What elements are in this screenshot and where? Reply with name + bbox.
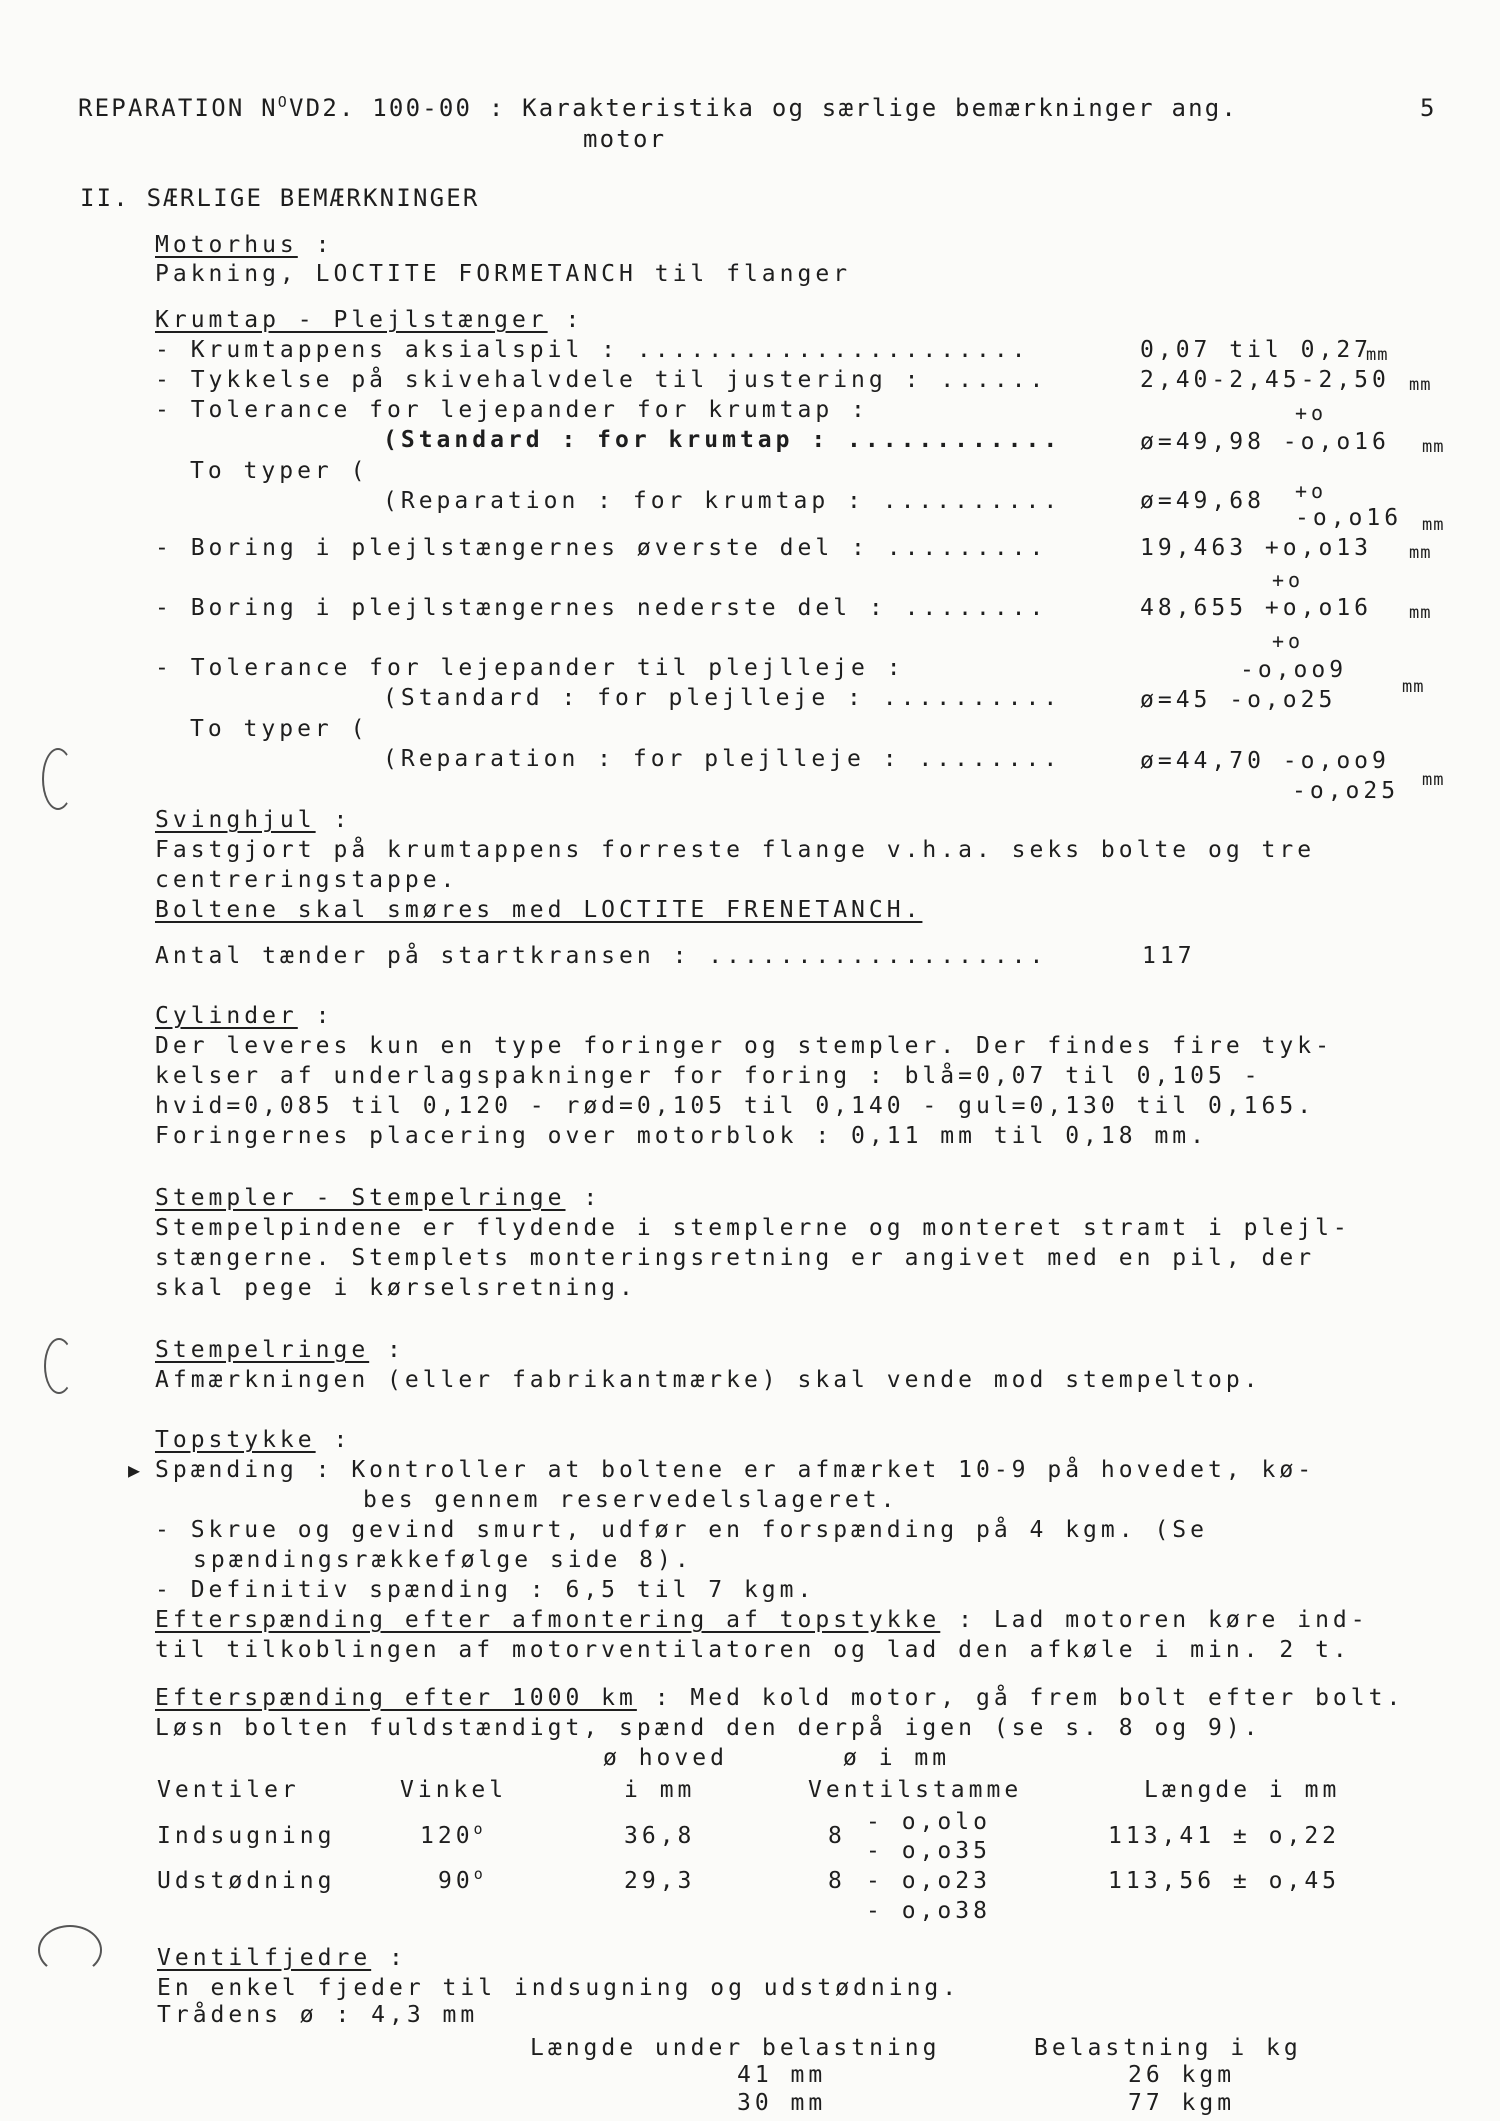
plej-std-value: ø=45 -o,o25 [1140,687,1337,713]
spring-row-load: 77 kgm [1128,2090,1236,2116]
valve-row-stem: 8 [828,1868,846,1894]
binder-mark [44,1338,74,1394]
page-number: 5 [1420,94,1437,122]
bore-lower-label: - Boring i plejlstængernes nederste del : ........ [155,595,1048,621]
topstykke-line: til tilkoblingen af motorventilatoren og lad den afkøle i min. 2 t. [155,1637,1351,1663]
krumtap-heading: Krumtap - Plejlstænger : [155,307,584,333]
cylinder-line: Der leveres kun en type foringer og stempler. Der findes fire tyk- [155,1033,1333,1059]
svinghjul-line: Fastgjort på krumtappens forreste flange v.h.a. seks bolte og tre [155,837,1316,863]
topstykke-line: Spænding : Kontroller at boltene er afmærket 10-9 på hovedet, kø- [155,1457,1316,1483]
motorhus-heading: Motorhus : [155,232,334,258]
ventilfjedre-line: En enkel fjeder til indsugning og udstødning. [157,1975,961,2001]
topstykke-title: Topstykke [155,1427,316,1453]
to-typer-label: To typer ( [190,458,369,484]
stempelringe-text: Afmærkningen (eller fabrikantmærke) skal vende mod stempeltop. [155,1367,1262,1393]
valve-header-ventiler: Ventiler [157,1777,300,1803]
motorhus-text: Pakning, LOCTITE FORMETANCH til flanger [155,261,852,287]
valve-header-diam: i mm [624,1777,696,1803]
valve-row-angle: 120$^o$ [420,1820,487,1849]
bore-lower-value: 48,655 +o,o16 [1140,595,1373,621]
valve-row-stem-tol: - o,olo [866,1809,991,1835]
valve-row-diam: 36,8 [624,1823,696,1849]
rep-krumtap-value: ø=49,68 [1140,488,1265,514]
valve-row-stem-tol: - o,o35 [866,1838,991,1864]
spring-col-length: Længde under belastning [530,2035,941,2061]
stempelringe-heading: Stempelringe : [155,1337,405,1363]
ventilfjedre-line: Trådens ø : 4,3 mm [157,2002,479,2028]
ventilfjedre-heading: Ventilfjedre : [157,1945,407,1971]
spring-col-load: Belastning i kg [1034,2035,1302,2061]
ventilfjedre-title: Ventilfjedre [157,1945,372,1971]
svinghjul-title: Svinghjul [155,807,316,833]
cylinder-line: kelser af underlagspakninger for foring : blå=0,07 til 0,105 - [155,1063,1262,1089]
valve-row-diam: 29,3 [624,1868,696,1894]
rep-krumtap-label: (Reparation : for krumtap : .......... [383,488,1062,514]
valve-row-stem-tol: - o,o23 [866,1868,991,1894]
plej-unit-a: mm [1402,677,1425,697]
teeth-value: 117 [1142,943,1196,969]
stempelringe-title: Stempelringe [155,1337,370,1363]
topstykke-retighten-2: Efterspænding efter 1000 km : Med kold motor, gå frem bolt efter bolt. [155,1685,1405,1711]
valve-row-length: 113,56 ± o,45 [1108,1868,1341,1894]
arrow-icon: ▶ [128,1458,145,1482]
valve-row-name: Udstødning [157,1868,336,1894]
tolerance-top: +o [1295,401,1328,425]
cylinder-title: Cylinder [155,1003,298,1029]
std-krumtap-unit: mm [1422,437,1445,457]
plej-unit-b: mm [1422,770,1445,790]
rep-krumtap-unit: mm [1422,515,1445,535]
section-title: II. SÆRLIGE BEMÆRKNINGER [80,184,480,212]
header-subject-cont: motor [583,125,667,153]
bore-upper-label: - Boring i plejlstængernes øverste del : ......... [155,535,1048,561]
krumtap-title: Krumtap - Plejlstænger [155,307,548,333]
topstykke-line: - Definitiv spænding : 6,5 til 7 kgm. [155,1577,816,1603]
spring-row-load: 26 kgm [1128,2062,1236,2088]
plej-tolerance-label: - Tolerance for lejepander til plejlleje : [155,655,905,681]
cylinder-line: hvid=0,085 til 0,120 - rød=0,105 til 0,140 - gul=0,130 til 0,165. [155,1093,1316,1119]
svinghjul-loctite-note: Boltene skal smøres med LOCTITE FRENETANCH. [155,897,923,923]
krumtap-row-label: - Krumtappens aksialspil : ...................... [155,337,1030,363]
cylinder-line: Foringernes placering over motorblok : 0,11 mm til 0,18 mm. [155,1123,1208,1149]
stempler-heading: Stempler - Stempelringe : [155,1185,602,1211]
plej-rep-value: ø=44,70 -o,oo9 [1140,748,1390,774]
topstykke-line: - Skrue og gevind smurt, udfør en forspænding på 4 kgm. (Se [155,1517,1208,1543]
valve-row-name: Indsugning [157,1823,336,1849]
svinghjul-heading: Svinghjul : [155,807,352,833]
krumtap-row-unit: mm [1366,345,1389,365]
stempler-line: Stempelpindene er flydende i stemplerne og monteret stramt i plejl- [155,1215,1351,1241]
krumtap-row-label: - Tolerance for lejepander for krumtap : [155,397,869,423]
topstykke-line: spændingsrækkefølge side 8). [193,1547,693,1573]
krumtap-row-label: - Tykkelse på skivehalvdele til justering : ...... [155,367,1048,393]
plej-std-label: (Standard : for plejlleje : .......... [383,685,1062,711]
spring-row-length: 30 mm [737,2090,827,2116]
krumtap-row-value: 2,40-2,45-2,50 [1140,367,1390,393]
tolerance-bottom: -o,o16 [1295,505,1403,531]
stempler-title: Stempler - Stempelringe [155,1185,566,1211]
valve-col-imm: ø i mm [843,1745,951,1771]
bore-lower-unit: mm [1409,603,1432,623]
krumtap-row-unit: mm [1409,375,1432,395]
krumtap-row-value: 0,07 til 0,27 [1140,337,1373,363]
topstykke-line: Løsn bolten fuldstændigt, spænd den derpå igen (se s. 8 og 9). [155,1715,1262,1741]
tolerance-top: +o [1272,629,1305,653]
bore-upper-unit: mm [1409,543,1432,563]
std-krumtap-label: (Standard : for krumtap : ............ [383,427,1062,453]
valve-header-vinkel: Vinkel [400,1777,508,1803]
binder-mark [38,1925,102,1975]
header-code: VD2. 100-00 : Karakteristika og særlige bemærkninger ang. [289,94,1239,122]
valve-row-angle: 90$^o$ [438,1865,487,1894]
valve-row-stem: 8 [828,1823,846,1849]
valve-header-stem: Ventilstamme [808,1777,1023,1803]
std-krumtap-value: ø=49,98 -o,o16 [1140,429,1390,455]
valve-header-length: Længde i mm [1144,1777,1341,1803]
bore-upper-value: 19,463 +o,o13 [1140,535,1373,561]
binder-mark [42,748,74,810]
valve-col-hoved: ø hoved [603,1745,728,1771]
topstykke-retighten-1: Efterspænding efter afmontering af topstykke : Lad motoren køre ind- [155,1607,1369,1633]
spring-row-length: 41 mm [737,2062,827,2088]
plej-rep-label: (Reparation : for plejlleje : ........ [383,746,1062,772]
header-reparation: REPARATION N [78,94,278,122]
to-typer-label: To typer ( [190,716,369,742]
topstykke-heading: Topstykke : [155,1427,352,1453]
motorhus-title: Motorhus [155,232,298,258]
header-o-sup: O [277,93,290,111]
tolerance-top: +o [1272,568,1305,592]
topstykke-line: bes gennem reservedelslageret. [363,1487,899,1513]
cylinder-heading: Cylinder : [155,1003,334,1029]
doc-header [78,93,1238,123]
svinghjul-line: centreringstappe. [155,867,459,893]
tolerance-top: +o [1295,479,1328,503]
valve-row-stem-tol: - o,o38 [866,1898,991,1924]
stempler-line: skal pege i kørselsretning. [155,1275,637,1301]
valve-row-length: 113,41 ± o,22 [1108,1823,1341,1849]
stempler-line: stængerne. Stemplets monteringsretning er angivet med en pil, der [155,1245,1316,1271]
plej-rep-tol-b: -o,o25 [1292,778,1400,804]
teeth-label: Antal tænder på startkransen : ................... [155,943,1048,969]
plej-std-tol-a: -o,oo9 [1240,657,1348,683]
